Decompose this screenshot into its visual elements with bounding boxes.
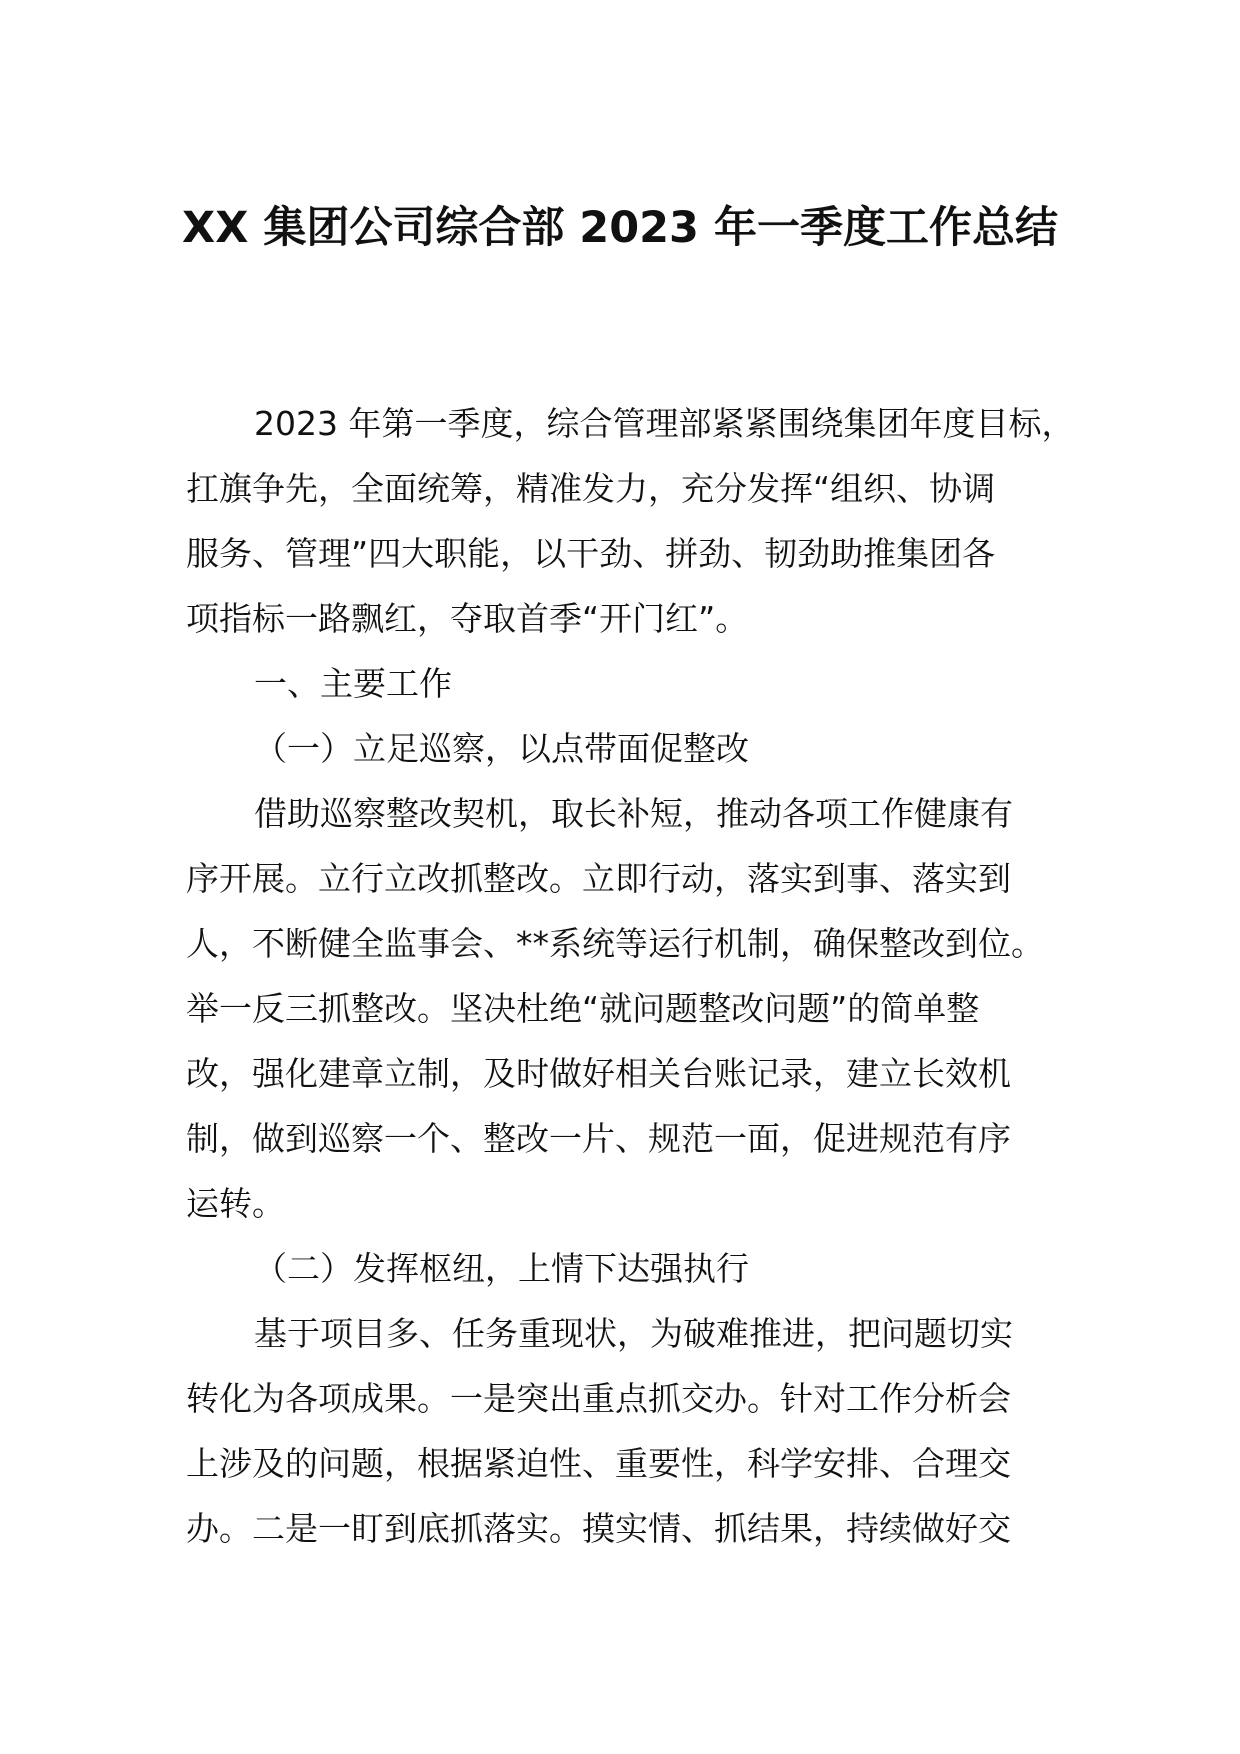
subsection-heading: （二）发挥枢纽，上情下达强执行 bbox=[254, 1249, 749, 1288]
paragraph-line: 上涉及的问题，根据紧迫性、重要性，科学安排、合理交 bbox=[186, 1444, 1011, 1483]
paragraph-line: 办。二是一盯到底抓落实。摸实情、抓结果，持续做好交 bbox=[186, 1509, 1011, 1548]
paragraph-line: 序开展。立行立改抓整改。立即行动，落实到事、落实到 bbox=[186, 859, 1011, 898]
paragraph-line: 制，做到巡察一个、整改一片、规范一面，促进规范有序 bbox=[186, 1119, 1011, 1158]
document-body bbox=[186, 391, 1075, 1561]
paragraph-line: 改，强化建章立制，及时做好相关台账记录，建立长效机 bbox=[186, 1054, 1011, 1093]
subsection-heading: （一）立足巡察，以点带面促整改 bbox=[254, 729, 749, 768]
paragraph-line: 项指标一路飘红，夺取首季“开门红”。 bbox=[186, 599, 749, 638]
section-heading: 一、主要工作 bbox=[254, 664, 452, 703]
paragraph-line: 扛旗争先，全面统筹，精准发力，充分发挥“组织、协调 bbox=[186, 469, 996, 508]
paragraph-line: 基于项目多、任务重现状，为破难推进，把问题切实 bbox=[254, 1314, 1013, 1353]
paragraph-line: 举一反三抓整改。坚决杜绝“就问题整改问题”的简单整 bbox=[186, 989, 980, 1028]
document-title: XX 集团公司综合部 2023 年一季度工作总结 bbox=[182, 203, 1058, 253]
paragraph-line: 转化为各项成果。一是突出重点抓交办。针对工作分析会 bbox=[186, 1379, 1011, 1418]
paragraph-line: 人，不断健全监事会、**系统等运行机制，确保整改到位。 bbox=[186, 924, 1044, 963]
paragraph-line: 运转。 bbox=[186, 1184, 285, 1223]
paragraph-line: 服务、管理”四大职能，以干劲、拼劲、韧劲助推集团各 bbox=[186, 534, 996, 573]
paragraph-line: 2023 年第一季度，综合管理部紧紧围绕集团年度目标， bbox=[254, 404, 1075, 443]
paragraph-line: 借助巡察整改契机，取长补短，推动各项工作健康有 bbox=[254, 794, 1013, 833]
